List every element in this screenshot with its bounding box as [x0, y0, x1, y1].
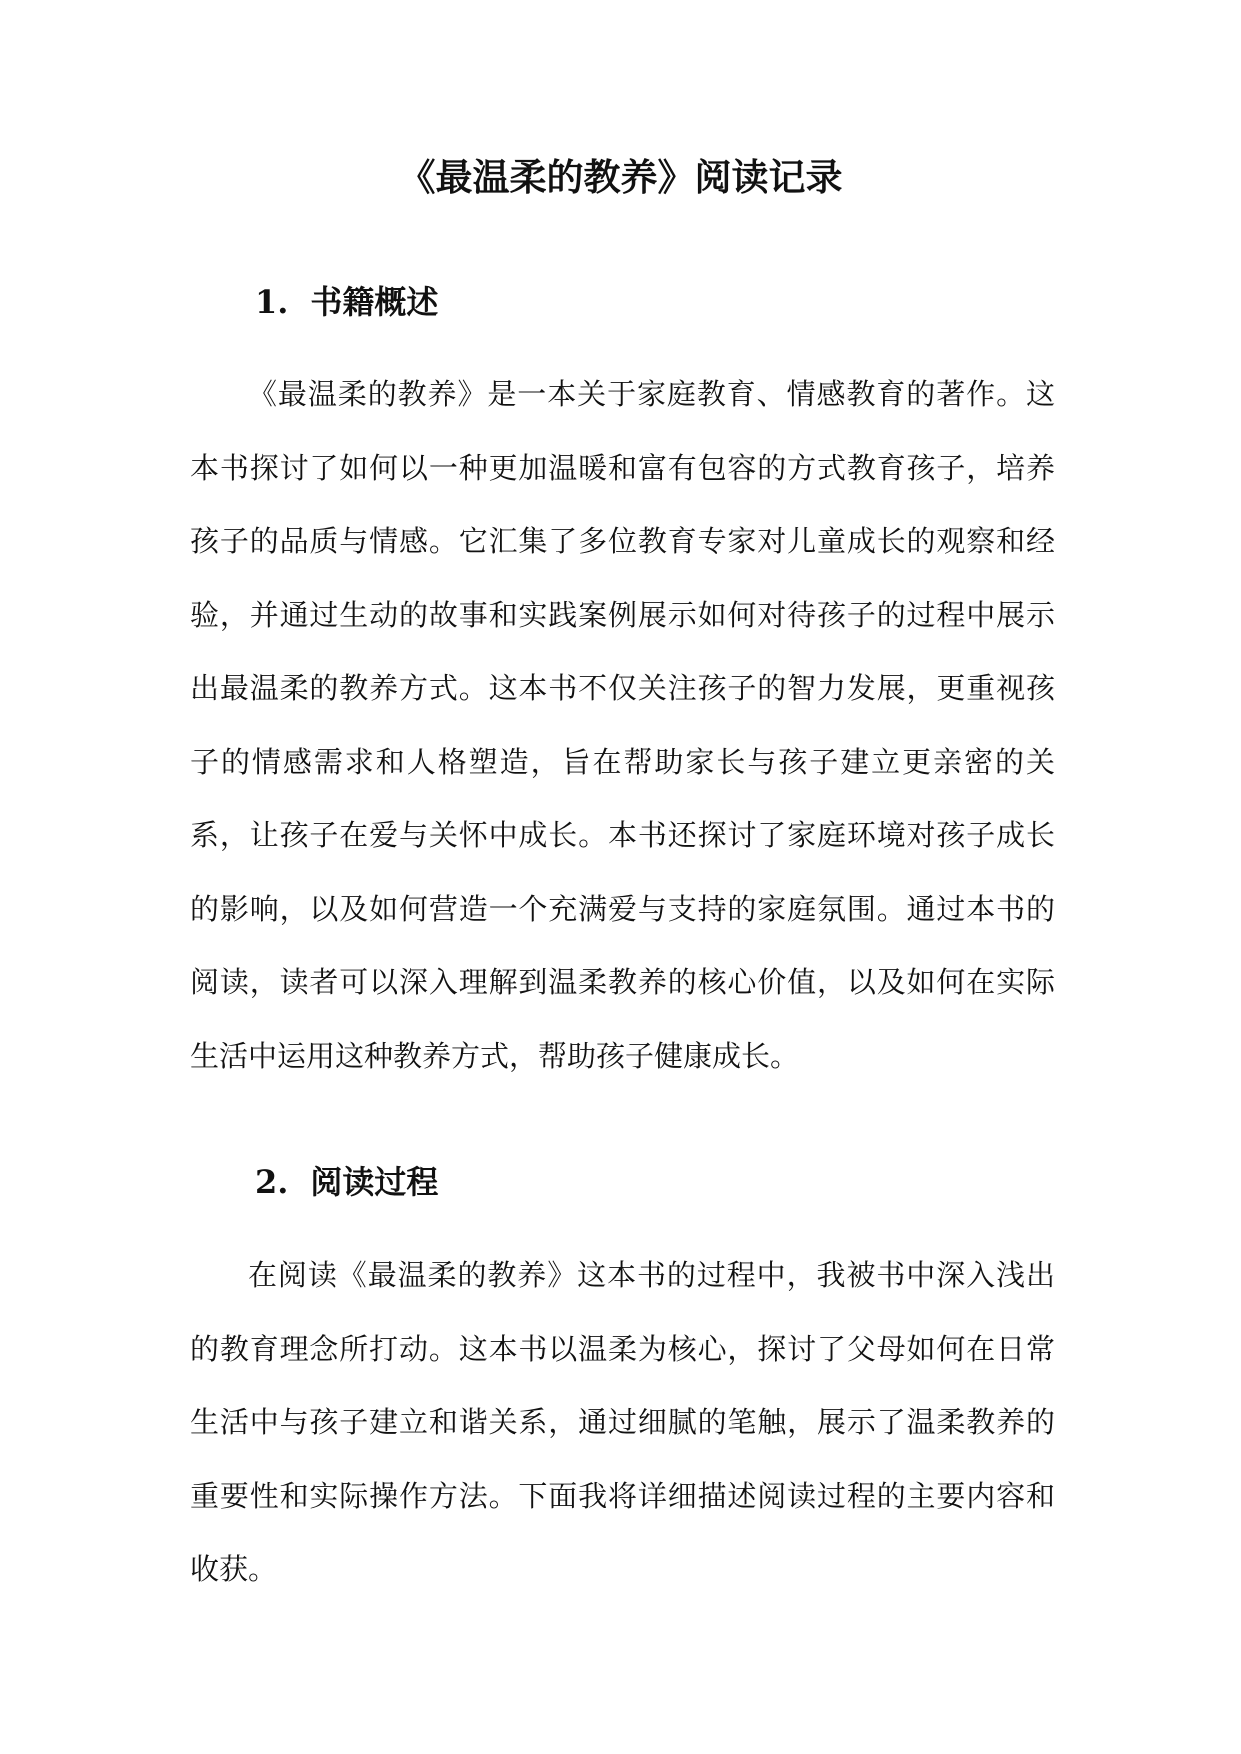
section-paragraph-reading-process: 在阅读《最温柔的教养》这本书的过程中，我被书中深入浅出的教育理念所打动。这本书以温柔为核心，探讨了父母如何在日常生活中与孩子建立和谐关系，通过细腻的笔触，展示了温柔教养的重要性和实际操作方法。下面我将详细描述阅读过程的主要内容和收获。 — [190, 1258, 1055, 1586]
section-paragraph-overview: 《最温柔的教养》是一本关于家庭教育、情感教育的著作。这本书探讨了如何以一种更加温暖和富有包容的方式教育孩子，培养孩子的品质与情感。它汇集了多位教育专家对儿童成长的观察和经验，并通过生动的故事和实践案例展示如何对待孩子的过程中展示出最温柔的教养方式。这本书不仅关注孩子的智力发展，更重视孩子的情感需求和人格塑造，旨在帮助家长与孩子建立更亲密的关系，让孩子在爱与关怀中成长。本书还探讨了家庭环境对孩子成长的影响，以及如何营造一个充满爱与支持的家庭氛围。通过本书的阅读，读者可以深入理解到温柔教养的核心价值，以及如何在实际生活中运用这种教养方式，帮助孩子健康成长。 — [190, 377, 1055, 1073]
section-heading-text: 书籍概述 — [310, 283, 439, 321]
section-heading-reading-process — [255, 1157, 438, 1207]
document-title: 《最温柔的教养》阅读记录 — [398, 156, 843, 199]
section-heading-text: 阅读过程 — [310, 1163, 439, 1201]
section-number: 1. — [255, 283, 289, 321]
section-heading-overview — [255, 277, 438, 327]
section-number: 2. — [255, 1163, 289, 1201]
